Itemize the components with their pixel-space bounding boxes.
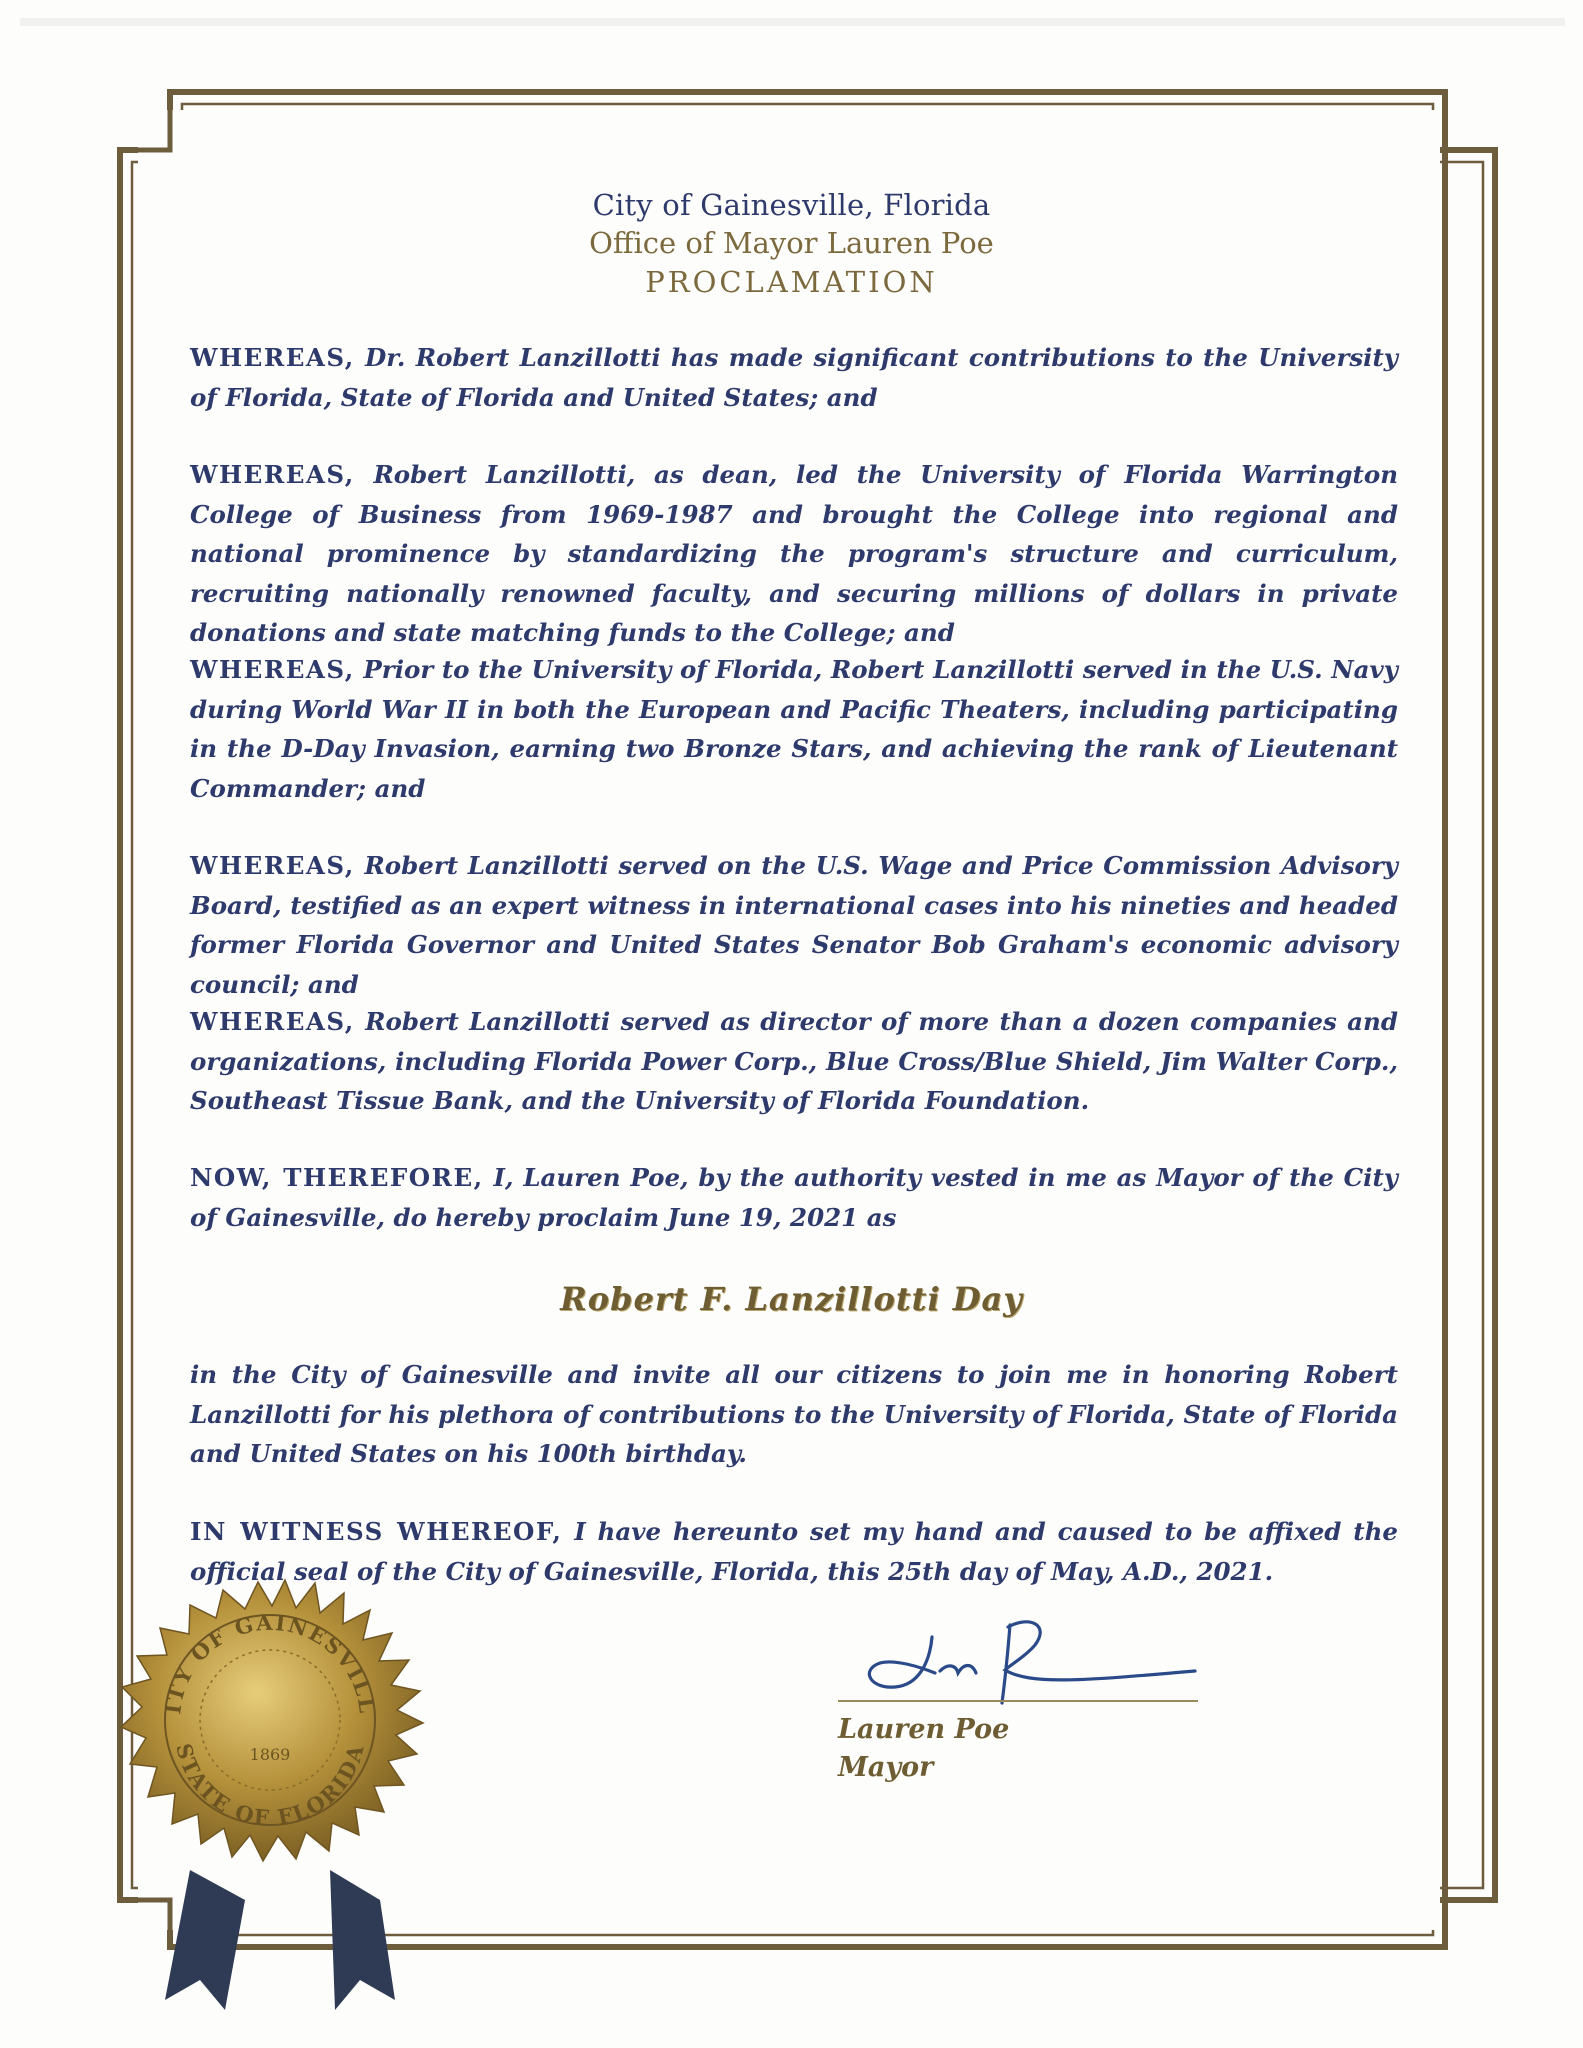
whereas-paragraph-3 xyxy=(190,650,1398,808)
paragraph-text: I have hereunto set my hand and caused to be affixed the official seal of the City of Gainesville, Florida, this 25th day of May, A.D., 2021. xyxy=(190,1517,1398,1586)
whereas-paragraph-2 xyxy=(190,455,1398,653)
document-type: PROCLAMATION xyxy=(645,265,938,299)
proclaimed-day: Robert F. Lanzillotti Day xyxy=(560,1280,1023,1318)
city-title: City of Gainesville, Florida xyxy=(592,188,991,222)
paragraph-text: Robert Lanzillotti served on the U.S. Wage and Price Commission Advisory Board, testified as an expert witness in international cases into his nineties and headed former Florida Governor and United States Senator Bob Graham's economic advisory council; and xyxy=(190,851,1398,999)
signer-name: Lauren Poe xyxy=(838,1714,1010,1745)
paragraph-text: Prior to the University of Florida, Robert Lanzillotti served in the U.S. Navy during World War II in both the European and Pacific Theaters, including participating in the D-Day Invasion, earning two Bronze Stars, and achieving the rank of Lieutenant Commander; and xyxy=(190,655,1399,803)
paragraph-lead: WHEREAS, xyxy=(190,460,355,489)
official-seal xyxy=(95,1570,475,2044)
paragraph-lead: WHEREAS, xyxy=(190,343,355,372)
signer-title: Mayor xyxy=(838,1752,934,1783)
paragraph-lead: WHEREAS, xyxy=(190,655,355,684)
paragraph-lead: WHEREAS, xyxy=(190,851,355,880)
handwritten-signature xyxy=(860,1615,1220,1709)
whereas-paragraph-5 xyxy=(190,1002,1398,1121)
paragraph-text: I, Lauren Poe, by the authority vested in me as Mayor of the City of Gainesville, do hereby proclaim June 19, 2021 as xyxy=(190,1163,1399,1232)
seal-bottom-arc-text: STATE OF FLORIDA xyxy=(171,1740,369,1831)
paragraph-lead: WHEREAS, xyxy=(190,1007,355,1036)
letterhead xyxy=(420,186,1163,302)
closing-paragraph: in the City of Gainesville and invite all our citizens to join me in honoring Robert Lanzillotti for his plethora of contributions to the University of Florida, State of Florida and United States on his 100th birthday. xyxy=(190,1360,1398,1468)
therefore-paragraph xyxy=(190,1158,1398,1237)
office-title: Office of Mayor Lauren Poe xyxy=(589,226,994,260)
seal-year: 1869 xyxy=(249,1745,291,1764)
paragraph-text: Robert Lanzillotti served as director of more than a dozen companies and organizations, including Florida Power Corp., Blue Cross/Blue Shield, Jim Walter Corp., Southeast Tissue Bank, and the University of Florida Foundation. xyxy=(190,1007,1398,1115)
whereas-paragraph-4 xyxy=(190,846,1398,1004)
whereas-paragraph-1 xyxy=(190,338,1398,417)
signature-line xyxy=(838,1700,1198,1702)
paragraph-lead: NOW, THEREFORE, xyxy=(190,1163,484,1192)
paragraph-lead: IN WITNESS WHEREOF, xyxy=(190,1517,563,1546)
paragraph-text: Robert Lanzillotti, as dean, led the University of Florida Warrington College of Business from 1969-1987 and brought the College into regional and national prominence by standardizing the program's structure and curriculum, recruiting nationally renowned faculty, and securing millions of dollars in private donations and state matching funds to the College; and xyxy=(190,460,1399,647)
paragraph-text: Dr. Robert Lanzillotti has made significant contributions to the University of Florida, State of Florida and United States; and xyxy=(190,343,1399,412)
seal-top-arc-text: ITY OF GAINESVILL xyxy=(160,1609,381,1717)
